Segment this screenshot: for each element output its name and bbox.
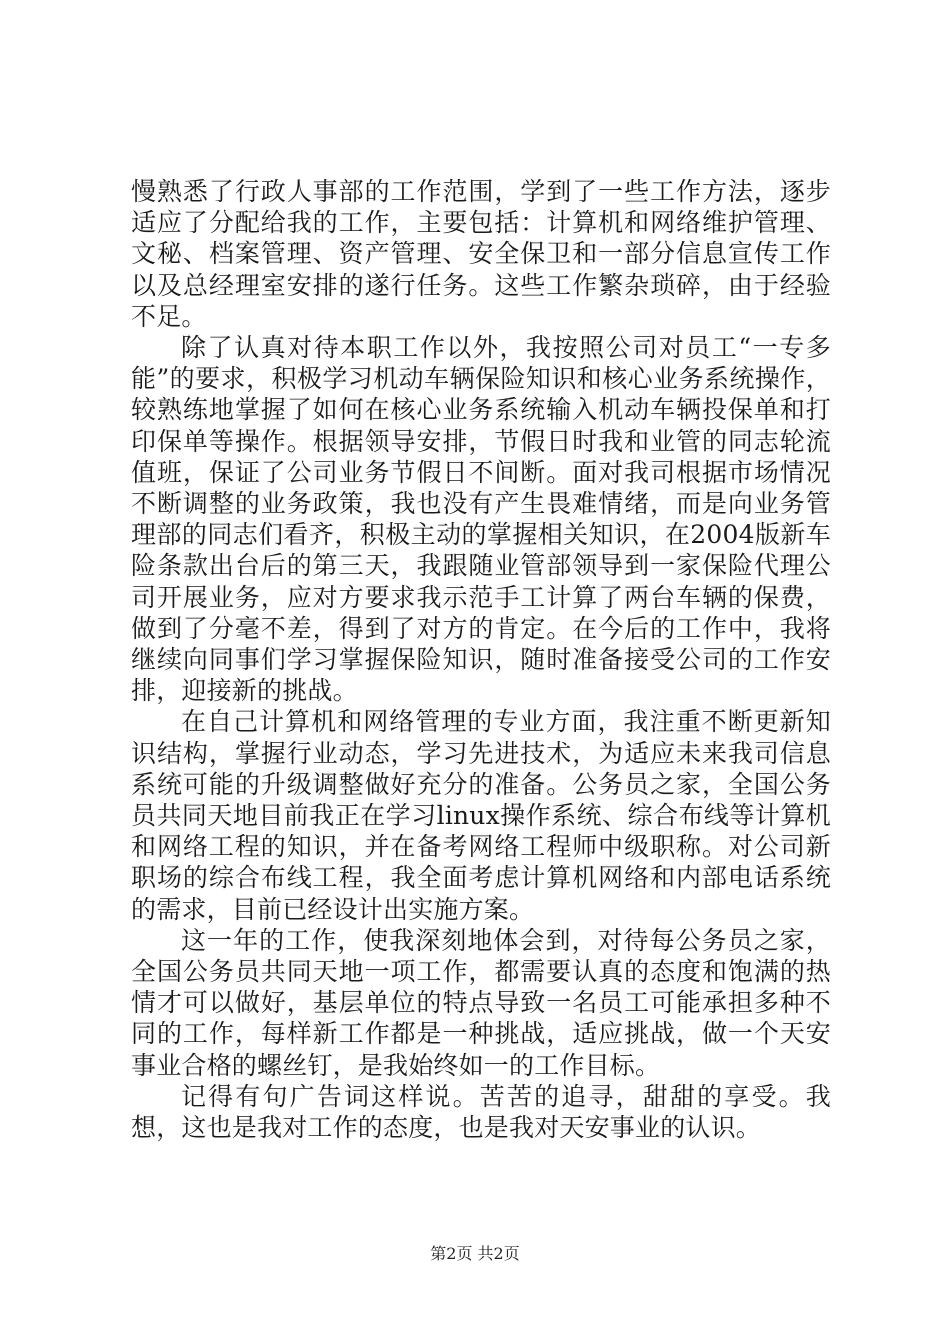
paragraph-5: 记得有句广告词这样说。苦苦的追寻，甜甜的享受。我想，这也是我对工作的态度，也是我对天安事业的认识。 — [131, 1081, 831, 1143]
paragraph-3: 在自己计算机和网络管理的专业方面，我注重不断更新知识结构，掌握行业动态，学习先进技术，为适应未来我司信息系统可能的升级调整做好充分的准备。公务员之家，全国公务员共同天地目前我正在学习linux操作系统、综合布线等计算机和网络工程的知识，并在备考网络工程师中级职称。对公司新职场的综合布线工程，我全面考虑计算机网络和内部电话系统的需求，目前已经设计出实施方案。 — [131, 707, 831, 924]
document-body — [131, 176, 831, 1143]
paragraph-1: 慢熟悉了行政人事部的工作范围，学到了一些工作方法，逐步适应了分配给我的工作，主要包括：计算机和网络维护管理、文秘、档案管理、资产管理、安全保卫和一部分信息宣传工作以及总经理室安排的遂行任务。这些工作繁杂琐碎，由于经验不足。 — [131, 177, 831, 331]
page-footer: 第2页 共2页 — [430, 1244, 520, 1263]
paragraph-4: 这一年的工作，使我深刻地体会到，对待每公务员之家，全国公务员共同天地一项工作，都需要认真的态度和饱满的热情才可以做好，基层单位的特点导致一名员工可能承担多种不同的工作，每样新工作都是一种挑战，适应挑战，做一个天安事业合格的螺丝钉，是我始终如一的工作目标。 — [131, 925, 831, 1080]
paragraph-2: 除了认真对待本职工作以外，我按照公司对员工“一专多能”的要求，积极学习机动车辆保险知识和核心业务系统操作，较熟练地掌握了如何在核心业务系统输入机动车辆投保单和打印保单等操作。根据领导安排，节假日时我和业管的同志轮流值班，保证了公司业务节假日不间断。面对我司根据市场情况不断调整的业务政策，我也没有产生畏难情绪，而是向业务管理部的同志们看齐，积极主动的掌握相关知识，在2004版新车险条款出台后的第三天，我跟随业管部领导到一家保险代理公司开展业务，应对方要求我示范手工计算了两台车辆的保费，做到了分毫不差，得到了对方的肯定。在今后的工作中，我将继续向同事们学习掌握保险知识，随时准备接受公司的工作安排，迎接新的挑战。 — [131, 333, 831, 706]
